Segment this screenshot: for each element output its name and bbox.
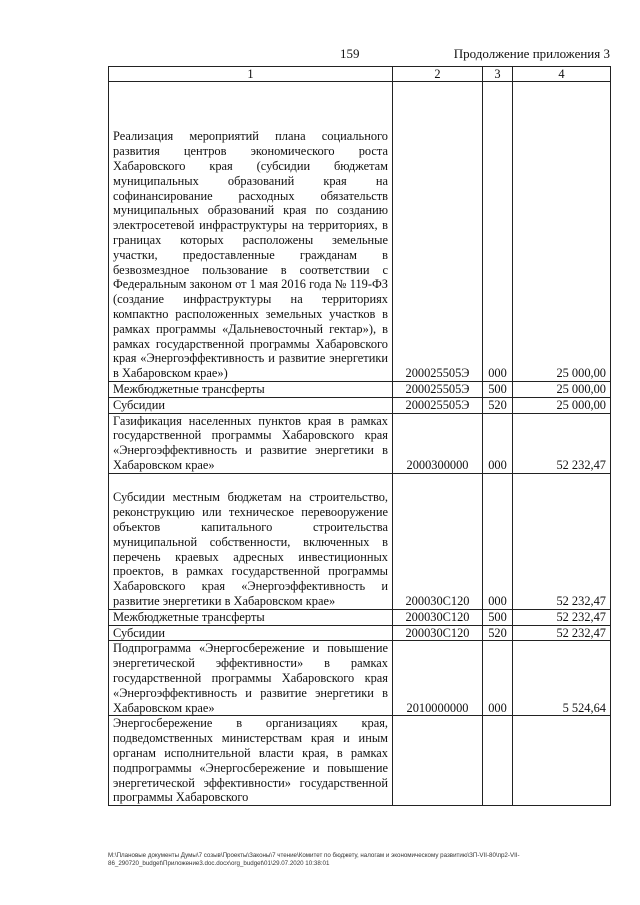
row-type: 000 [483,82,513,382]
row-code: 2010000000 [393,641,483,716]
row-type: 000 [483,641,513,716]
row-code [393,716,483,806]
row-amount: 25 000,00 [513,82,611,382]
row-amount: 25 000,00 [513,397,611,413]
row-amount: 52 232,47 [513,413,611,473]
table-row [109,473,611,609]
row-amount: 5 524,64 [513,641,611,716]
row-amount: 52 232,47 [513,625,611,641]
row-name: Энергосбережение в организациях края, подведомственных министерствам края и иным органам исполнительной власти края, в рамках подпрограммы «Энергосбережение и повышение энергетической эффективности» государственной программы Хабаровского [109,716,393,806]
row-code: 2000300000 [393,413,483,473]
column-header: 1 [109,67,393,82]
page-header [0,46,640,66]
row-type: 000 [483,413,513,473]
row-name: Подпрограмма «Энергосбережение и повышение энергетической эффективности» в рамках государственной программы Хабаровского края «Энергоэффективность и развитие энергетики в Хабаровском крае» [109,641,393,716]
row-amount: 25 000,00 [513,382,611,398]
row-type: 520 [483,397,513,413]
table-row [109,82,611,382]
row-code: 200025505Э [393,382,483,398]
row-name: Межбюджетные трансферты [109,382,393,398]
row-code: 200030С120 [393,473,483,609]
row-code: 200030С120 [393,609,483,625]
budget-table [108,66,611,806]
row-name: Межбюджетные трансферты [109,609,393,625]
column-header: 4 [513,67,611,82]
column-header: 2 [393,67,483,82]
row-name: Газификация населенных пунктов края в рамках государственной программы Хабаровского края «Энергоэффективность и развитие энергетики в Хабаровском крае» [109,413,393,473]
continuation-label: Продолжение приложения 3 [453,46,610,61]
table-row [109,397,611,413]
table-row [109,413,611,473]
row-name: Субсидии местным бюджетам на строительство, реконструкцию или техническое перевооружение объектов капитального строительства муниципальной собственности, включенных в перечень краевых адресных инвестиционных проектов, в рамках государственной программы Хабаровского края «Энергоэффективность и развитие энергетики в Хабаровском крае» [109,473,393,609]
table-row [109,609,611,625]
page-number: 159 [340,46,360,61]
row-code: 200025505Э [393,397,483,413]
row-amount: 52 232,47 [513,609,611,625]
row-type: 500 [483,609,513,625]
table-header-row [109,67,611,82]
row-type: 520 [483,625,513,641]
table-row [109,716,611,806]
file-path-footer: М:\Плановые документы Думы\7 созыв\Проекты\Законы\7 чтение\Комитет по бюджету, налогам и экономическому развитию\ЗП-VII-80\пр2-VII-86_290720_budget\Приложение3.doc.docx\org_budget\01\29.07.2020 10:38:01 [108,852,520,867]
column-header: 3 [483,67,513,82]
table-row [109,382,611,398]
table-row [109,625,611,641]
row-amount: 52 232,47 [513,473,611,609]
table-row [109,641,611,716]
row-type: 000 [483,473,513,609]
row-code: 200025505Э [393,82,483,382]
row-code: 200030С120 [393,625,483,641]
row-name: Субсидии [109,397,393,413]
row-name: Субсидии [109,625,393,641]
row-amount [513,716,611,806]
row-type [483,716,513,806]
row-type: 500 [483,382,513,398]
row-name: Реализация мероприятий плана социального развития центров экономического роста Хабаровского края (субсидии бюджетам муниципальных образований края на софинансирование расходных обязательств муниципальных образований края по созданию электросетевой инфраструктуры на территориях, в границах которых расположены земельные участки, предоставленные гражданам в безвозмездное пользование в соответствии с Федеральным законом от 1 мая 2016 года № 119-ФЗ (создание инфраструктуры на территориях компактно расположенных земельных участков в рамках программы «Дальневосточный гектар»), в рамках государственной программы Хабаровского края «Энергоэффективность и развитие энергетики в Хабаровском крае») [109,82,393,382]
